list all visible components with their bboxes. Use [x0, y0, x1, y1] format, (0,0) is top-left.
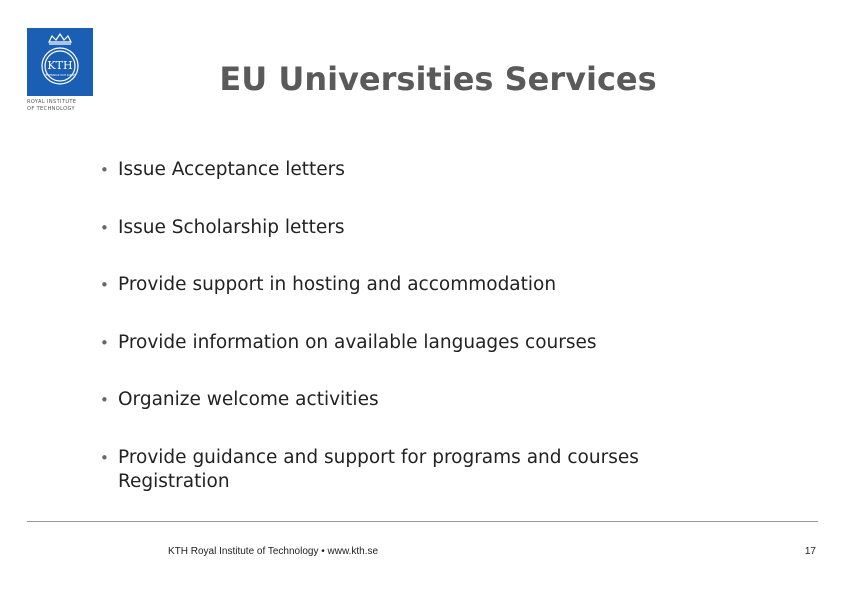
footer-text: KTH Royal Institute of Technology • www.kth.se	[168, 546, 379, 557]
bullet-item: • Provide support in hosting and accommodation	[100, 273, 780, 297]
bullet-item: • Provide guidance and support for programs and courses Registration	[100, 446, 780, 494]
logo-subtext: VETENSKAP OCH KONST	[44, 74, 76, 77]
logo-caption-line1: ROYAL INSTITUTE	[27, 99, 77, 105]
logo-text: KTH	[47, 59, 73, 72]
logo-caption	[27, 99, 97, 113]
bullet-item: • Issue Acceptance letters	[100, 158, 780, 182]
footer-divider	[27, 521, 818, 522]
bullet-item: • Provide information on available languages courses	[100, 331, 780, 355]
logo-caption-line2: OF TECHNOLOGY	[27, 106, 75, 112]
bullet-item: • Organize welcome activities	[100, 388, 780, 412]
bullet-list	[100, 158, 780, 527]
slide-title: EU Universities Services	[219, 60, 657, 98]
kth-logo	[27, 28, 93, 96]
page-number: 17	[804, 546, 816, 557]
bullet-item: • Issue Scholarship letters	[100, 216, 780, 240]
